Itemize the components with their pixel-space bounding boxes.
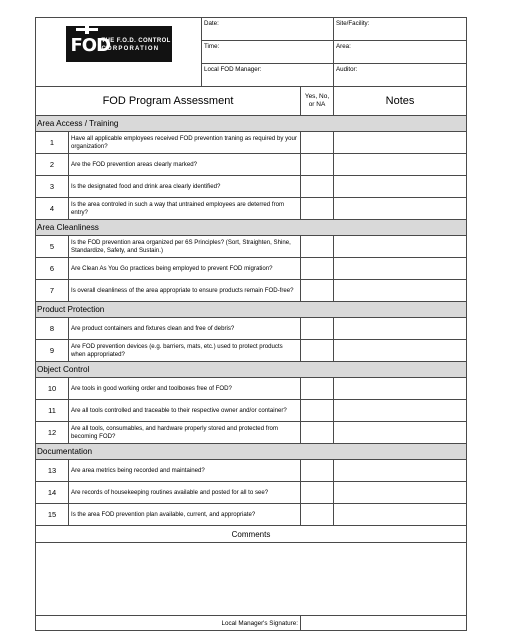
question-row <box>36 400 467 422</box>
answer-cell[interactable] <box>301 318 334 340</box>
question-row <box>36 198 467 220</box>
question-number: 15 <box>36 504 69 526</box>
question-row <box>36 340 467 362</box>
question-text: Have all applicable employees received FOD prevention traning as required by your organization? <box>69 132 301 154</box>
question-text: Are the FOD prevention areas clearly marked? <box>69 154 301 176</box>
question-row <box>36 460 467 482</box>
answer-cell[interactable] <box>301 132 334 154</box>
question-text: Is the area controled in such a way that untrained employees are deterred from entry? <box>69 198 301 220</box>
question-row <box>36 176 467 198</box>
answer-cell[interactable] <box>301 460 334 482</box>
question-row <box>36 482 467 504</box>
logo-mark: FOD <box>70 35 111 56</box>
site-facility-field[interactable]: Site/Facility: <box>334 18 467 41</box>
question-text: Are FOD prevention devices (e.g. barriers, mats, etc.) used to protect products when appropriated? <box>69 340 301 362</box>
question-row <box>36 154 467 176</box>
assessment-table <box>35 17 467 631</box>
question-row <box>36 504 467 526</box>
comments-header: Comments <box>36 526 467 543</box>
question-number: 4 <box>36 198 69 220</box>
notes-cell[interactable] <box>334 318 467 340</box>
assessment-form <box>35 17 466 631</box>
logo-line2: CORPORATION <box>101 46 160 52</box>
answer-cell[interactable] <box>301 400 334 422</box>
question-number: 11 <box>36 400 69 422</box>
auditor-field[interactable]: Auditor: <box>334 64 467 87</box>
notes-cell[interactable] <box>334 378 467 400</box>
question-text: Are all tools controlled and traceable to their respective owner and/or container? <box>69 400 301 422</box>
notes-cell[interactable] <box>334 340 467 362</box>
question-row <box>36 378 467 400</box>
notes-cell[interactable] <box>334 154 467 176</box>
question-row <box>36 236 467 258</box>
answer-cell[interactable] <box>301 154 334 176</box>
notes-cell[interactable] <box>334 460 467 482</box>
question-row <box>36 422 467 444</box>
question-text: Are area metrics being recorded and maintained? <box>69 460 301 482</box>
question-number: 6 <box>36 258 69 280</box>
question-number: 12 <box>36 422 69 444</box>
time-field[interactable]: Time: <box>202 41 334 64</box>
comments-field[interactable] <box>36 543 467 616</box>
question-text: Are all tools, consumables, and hardware properly stored and protected from becoming FOD? <box>69 422 301 444</box>
question-number: 13 <box>36 460 69 482</box>
question-number: 5 <box>36 236 69 258</box>
answer-cell[interactable] <box>301 378 334 400</box>
notes-cell[interactable] <box>334 132 467 154</box>
notes-cell[interactable] <box>334 400 467 422</box>
notes-cell[interactable] <box>334 198 467 220</box>
form-title: FOD Program Assessment <box>36 87 301 116</box>
question-number: 1 <box>36 132 69 154</box>
answer-cell[interactable] <box>301 198 334 220</box>
question-number: 2 <box>36 154 69 176</box>
section-header: Area Cleanliness <box>36 220 467 236</box>
question-row <box>36 258 467 280</box>
yes-no-na-header: Yes, No, or NA <box>301 87 334 116</box>
local-fod-manager-field[interactable]: Local FOD Manager: <box>202 64 334 87</box>
section-header: Object Control <box>36 362 467 378</box>
question-text: Are tools in good working order and toolboxes free of FOD? <box>69 378 301 400</box>
question-text: Are product containers and fixtures clean and free of debris? <box>69 318 301 340</box>
answer-cell[interactable] <box>301 280 334 302</box>
question-text: Is the area FOD prevention plan available, current, and appropriate? <box>69 504 301 526</box>
notes-cell[interactable] <box>334 482 467 504</box>
question-number: 9 <box>36 340 69 362</box>
notes-cell[interactable] <box>334 236 467 258</box>
area-field[interactable]: Area: <box>334 41 467 64</box>
answer-cell[interactable] <box>301 340 334 362</box>
question-text: Is the FOD prevention area organized per 6S Principles? (Sort, Straighten, Shine, Standardize, Safety, and Sustain.) <box>69 236 301 258</box>
notes-header: Notes <box>334 87 467 116</box>
question-number: 8 <box>36 318 69 340</box>
date-field[interactable]: Date: <box>202 18 334 41</box>
answer-cell[interactable] <box>301 176 334 198</box>
question-number: 7 <box>36 280 69 302</box>
question-text: Is overall cleanliness of the area appropriate to ensure products remain FOD-free? <box>69 280 301 302</box>
answer-cell[interactable] <box>301 504 334 526</box>
section-header: Product Protection <box>36 302 467 318</box>
question-number: 3 <box>36 176 69 198</box>
notes-cell[interactable] <box>334 422 467 444</box>
section-header: Documentation <box>36 444 467 460</box>
question-text: Is the designated food and drink area clearly identified? <box>69 176 301 198</box>
question-text: Are Clean As You Go practices being employed to prevent FOD migration? <box>69 258 301 280</box>
question-row <box>36 280 467 302</box>
notes-cell[interactable] <box>334 176 467 198</box>
fod-control-logo <box>66 26 172 62</box>
answer-cell[interactable] <box>301 422 334 444</box>
notes-cell[interactable] <box>334 258 467 280</box>
notes-cell[interactable] <box>334 280 467 302</box>
question-number: 14 <box>36 482 69 504</box>
signature-field[interactable] <box>301 616 467 631</box>
answer-cell[interactable] <box>301 482 334 504</box>
notes-cell[interactable] <box>334 504 467 526</box>
question-number: 10 <box>36 378 69 400</box>
logo-line1: THE F.O.D. CONTROL <box>101 38 171 44</box>
answer-cell[interactable] <box>301 236 334 258</box>
answer-cell[interactable] <box>301 258 334 280</box>
logo-cell <box>36 18 202 87</box>
section-header: Area Access / Training <box>36 116 467 132</box>
signature-label: Local Manager's Signature: <box>36 616 301 631</box>
question-text: Are records of housekeeping routines available and posted for all to see? <box>69 482 301 504</box>
question-row <box>36 132 467 154</box>
question-row <box>36 318 467 340</box>
